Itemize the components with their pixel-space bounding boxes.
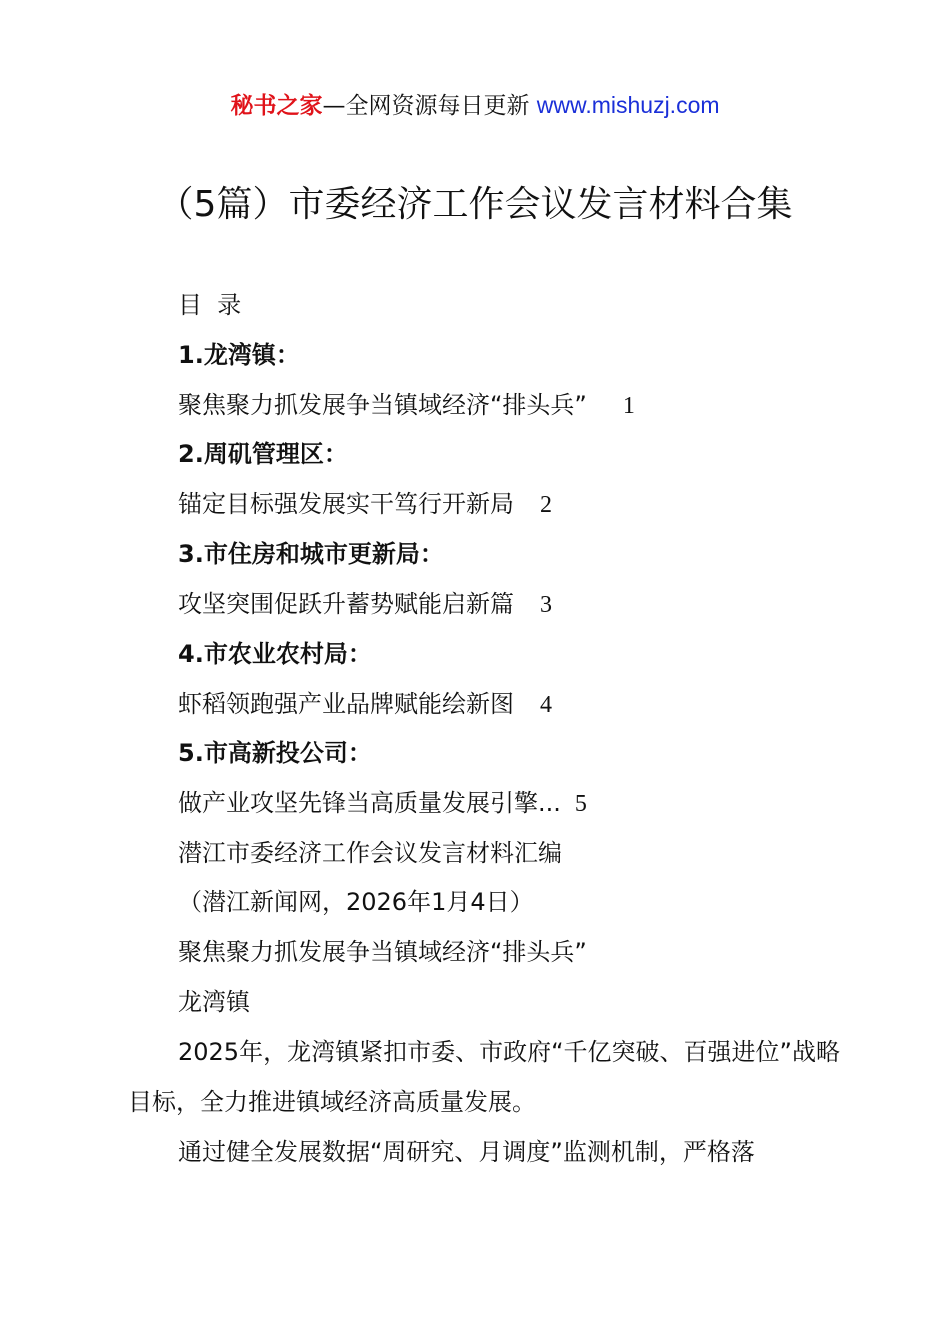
toc-heading: 目 录 [178, 291, 242, 319]
toc-entry-2-page: 2 [540, 492, 552, 518]
toc-entry-1-org: 1.龙湾镇： [178, 341, 300, 369]
brand-name: 秘书之家 [230, 93, 323, 119]
toc-entry-1-page: 1 [622, 393, 635, 419]
toc-entry-4-page: 4 [540, 692, 552, 718]
body-paragraph-2: 通过健全发展数据“周研究、月调度”监测机制，严格落 [178, 1138, 755, 1166]
article-title: 聚焦聚力抓发展争当镇域经济“排头兵” [178, 938, 587, 966]
toc-entry-2[interactable] [178, 486, 552, 523]
site-url-link[interactable]: www.mishuzj.com [536, 92, 720, 118]
toc-entry-2-org: 2.周矶管理区： [178, 440, 348, 468]
toc-entry-3[interactable] [178, 586, 552, 623]
toc-entry-5-title: 做产业攻坚先锋当高质量发展引擎... [178, 789, 561, 817]
toc-entry-3-org: 3.市住房和城市更新局： [178, 540, 444, 568]
toc-entry-5-page: 5 [574, 791, 587, 817]
document-title: （5篇）市委经济工作会议发言材料合集 [157, 184, 793, 225]
toc-entry-2-title: 锚定目标强发展实干笃行开新局 [178, 490, 514, 518]
article-author: 龙湾镇 [178, 988, 250, 1016]
toc-entry-4[interactable] [178, 686, 552, 723]
toc-entry-5[interactable] [178, 785, 587, 822]
toc-entry-1[interactable] [178, 387, 635, 424]
body-paragraph-1: 2025年，龙湾镇紧扣市委、市政府“千亿突破、百强进位”战略目标，全力推进镇域经济高质量发展。 [128, 1038, 840, 1116]
site-header [0, 88, 950, 123]
source-line: （潜江新闻网，2026年1月4日） [178, 888, 534, 916]
toc-entry-4-org: 4.市农业农村局： [178, 640, 372, 668]
toc-entry-3-page: 3 [540, 592, 552, 618]
collection-title: 潜江市委经济工作会议发言材料汇编 [178, 839, 562, 867]
toc-entry-4-title: 虾稻领跑强产业品牌赋能绘新图 [178, 690, 514, 718]
header-tagline: —全网资源每日更新 [322, 93, 530, 119]
toc-entry-3-title: 攻坚突围促跃升蓄势赋能启新篇 [178, 590, 514, 618]
toc-entry-1-title: 聚焦聚力抓发展争当镇域经济“排头兵” [178, 391, 587, 419]
toc-entry-5-org: 5.市高新投公司： [178, 739, 372, 767]
